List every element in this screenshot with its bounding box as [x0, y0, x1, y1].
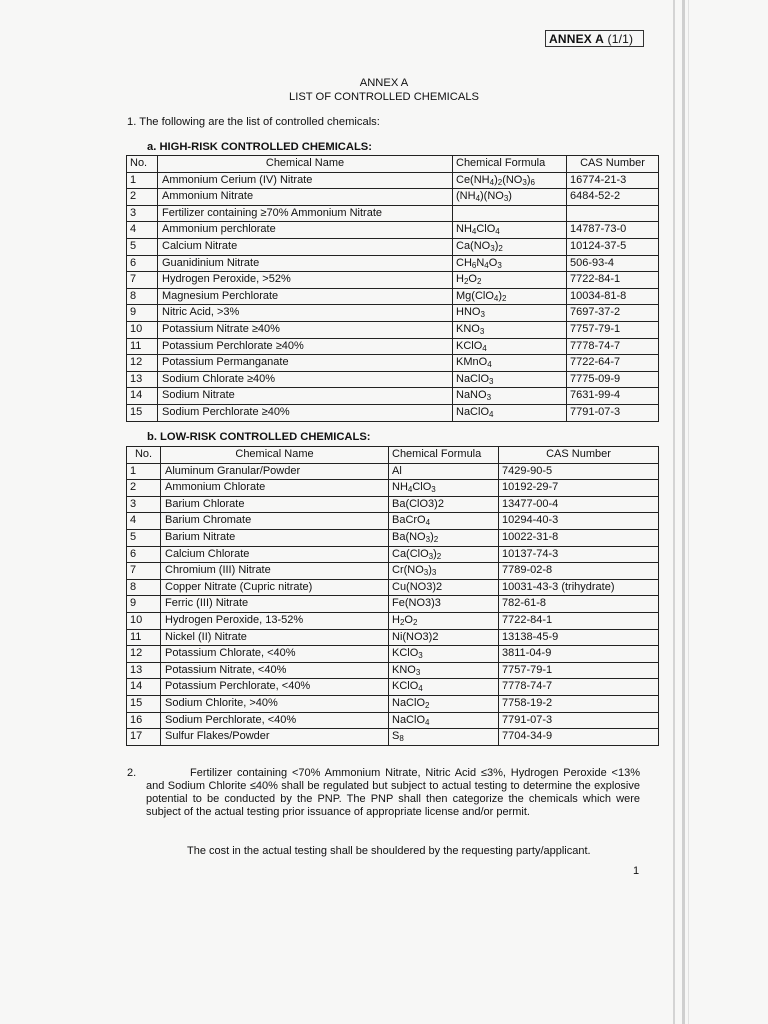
cell-chemical-name: Sodium Chlorate ≥40% — [158, 371, 453, 388]
cell-number: 17 — [127, 729, 161, 746]
cell-number: 12 — [127, 355, 158, 372]
table-row — [127, 513, 659, 530]
cell-chemical-name: Potassium Chlorate, <40% — [161, 646, 389, 663]
cell-chemical-name: Copper Nitrate (Cupric nitrate) — [161, 579, 389, 596]
cell-cas-number: 14787-73-0 — [567, 222, 659, 239]
cell-chemical-name: Fertilizer containing ≥70% Ammonium Nitrate — [158, 205, 453, 222]
cell-chemical-formula: $Ba(NO_3)_2$ — [389, 529, 499, 546]
cell-number: 4 — [127, 222, 158, 239]
document-title: ANNEX A — [359, 77, 409, 89]
cell-chemical-formula: $Ca(NO_3)_2$ — [453, 238, 567, 255]
cell-cas-number: 7631-99-4 — [567, 388, 659, 405]
cell-cas-number: 7778-74-7 — [567, 338, 659, 355]
cell-cas-number: 7791-07-3 — [567, 404, 659, 421]
cell-number: 9 — [127, 305, 158, 322]
table-row — [127, 579, 659, 596]
cell-chemical-formula: KClO$_4$ — [389, 679, 499, 696]
page-edge-line — [688, 0, 689, 1024]
cell-chemical-name: Sodium Perchlorate ≥40% — [158, 404, 453, 421]
table-row — [127, 189, 659, 206]
cell-chemical-formula: $CH_6N_4O_3$ — [453, 255, 567, 272]
cell-chemical-formula: Fe(NO3)3 — [389, 596, 499, 613]
cell-cas-number: 506-93-4 — [567, 255, 659, 272]
cell-chemical-formula: KMnO$_4$ — [453, 355, 567, 372]
table-row — [127, 238, 659, 255]
cell-number: 16 — [127, 712, 161, 729]
cell-chemical-name: Barium Chlorate — [161, 496, 389, 513]
cell-chemical-formula: Ni(NO3)2 — [389, 629, 499, 646]
cell-chemical-name: Hydrogen Peroxide, 13-52% — [161, 612, 389, 629]
cell-chemical-formula: $Cr(NO_3)_3$ — [389, 563, 499, 580]
cell-number: 13 — [127, 371, 158, 388]
column-header-chemical-formula: Chemical Formula — [389, 447, 499, 464]
table-row — [127, 563, 659, 580]
table-row — [127, 371, 659, 388]
cell-number: 3 — [127, 496, 161, 513]
annex-label-page: (1/1) — [603, 32, 634, 46]
cell-chemical-formula: Ba(ClO3)2 — [389, 496, 499, 513]
cell-cas-number: 10124-37-5 — [567, 238, 659, 255]
cell-chemical-name: Hydrogen Peroxide, >52% — [158, 272, 453, 289]
cell-cas-number: 6484-52-2 — [567, 189, 659, 206]
cell-number: 11 — [127, 629, 161, 646]
cell-chemical-formula: $Ce(NH_4)_2(NO_3)_6$ — [453, 172, 567, 189]
cell-chemical-formula — [453, 205, 567, 222]
table-row — [127, 612, 659, 629]
cell-chemical-name: Calcium Nitrate — [158, 238, 453, 255]
table-row — [127, 205, 659, 222]
page-edge-line — [682, 0, 685, 1024]
cell-chemical-name: Calcium Chlorate — [161, 546, 389, 563]
cell-chemical-formula: NaNO$_3$ — [453, 388, 567, 405]
cell-chemical-formula: $KNO_3$ — [389, 662, 499, 679]
page-number: 1 — [633, 865, 640, 877]
cell-chemical-name: Ammonium Nitrate — [158, 189, 453, 206]
cell-chemical-name: Sodium Perchlorate, <40% — [161, 712, 389, 729]
cell-chemical-name: Sodium Nitrate — [158, 388, 453, 405]
cell-cas-number: 10034-81-8 — [567, 288, 659, 305]
cell-cas-number: 13138-45-9 — [499, 629, 659, 646]
cell-cas-number: 7757-79-1 — [499, 662, 659, 679]
cell-number: 13 — [127, 662, 161, 679]
table-header-row — [127, 447, 659, 464]
cell-chemical-name: Barium Nitrate — [161, 529, 389, 546]
table-row — [127, 679, 659, 696]
page-edge-line — [673, 0, 675, 1024]
cell-number: 1 — [127, 463, 161, 480]
table-row — [127, 404, 659, 421]
column-header-chemical-formula: Chemical Formula — [453, 156, 567, 173]
cell-cas-number: 3811-04-9 — [499, 646, 659, 663]
cell-number: 3 — [127, 205, 158, 222]
cell-cas-number: 7429-90-5 — [499, 463, 659, 480]
table-row — [127, 496, 659, 513]
cell-chemical-formula: KClO$_3$ — [389, 646, 499, 663]
cell-chemical-formula: $Mg(ClO_4)_2$ — [453, 288, 567, 305]
table-row — [127, 729, 659, 746]
cell-number: 15 — [127, 695, 161, 712]
cell-chemical-name: Potassium Perchlorate ≥40% — [158, 338, 453, 355]
cell-cas-number: 10294-40-3 — [499, 513, 659, 530]
cell-chemical-formula: $NH_4ClO_4$ — [453, 222, 567, 239]
cell-cas-number: 7778-74-7 — [499, 679, 659, 696]
cell-cas-number: 16774-21-3 — [567, 172, 659, 189]
cell-number: 6 — [127, 546, 161, 563]
table-row — [127, 463, 659, 480]
cell-chemical-formula: BaCrO$_4$ — [389, 513, 499, 530]
cell-chemical-name: Ammonium Chlorate — [161, 480, 389, 497]
cell-chemical-name: Ammonium perchlorate — [158, 222, 453, 239]
regulation-paragraph: Fertilizer containing <70% Ammonium Nitrate, Nitric Acid ≤3%, Hydrogen Peroxide <13% and Sodium Chlorite ≤40% shall be regulated but subject to actual testing to determine the explosive potential to be conducted by the PNP. The PNP shall then categorize the chemicals which were subject of the actual testing prior issuance of appropriate license and/or permit. — [146, 767, 640, 818]
table-row — [127, 172, 659, 189]
table-row — [127, 546, 659, 563]
cell-number: 5 — [127, 529, 161, 546]
cell-number: 15 — [127, 404, 158, 421]
cell-chemical-formula: $Ca(ClO_3)_2$ — [389, 546, 499, 563]
cell-chemical-formula: $H_2O_2$ — [453, 272, 567, 289]
cell-number: 10 — [127, 321, 158, 338]
column-header-number: No. — [127, 447, 161, 464]
cell-chemical-name: Potassium Permanganate — [158, 355, 453, 372]
cell-chemical-name: Aluminum Granular/Powder — [161, 463, 389, 480]
table-header-row — [127, 156, 659, 173]
cell-cas-number: 10031-43-3 (trihydrate) — [499, 579, 659, 596]
table-row — [127, 712, 659, 729]
cell-chemical-name: Potassium Nitrate, <40% — [161, 662, 389, 679]
cell-chemical-formula: Al — [389, 463, 499, 480]
document-subtitle: LIST OF CONTROLLED CHEMICALS — [288, 91, 480, 103]
cell-cas-number: 7791-07-3 — [499, 712, 659, 729]
cell-cas-number: 7722-84-1 — [567, 272, 659, 289]
cost-note: The cost in the actual testing shall be shouldered by the requesting party/applicant. — [187, 845, 591, 857]
cell-cas-number: 10137-74-3 — [499, 546, 659, 563]
cell-cas-number: 7722-84-1 — [499, 612, 659, 629]
cell-chemical-formula: $KNO_3$ — [453, 321, 567, 338]
cell-chemical-name: Ammonium Cerium (IV) Nitrate — [158, 172, 453, 189]
cell-chemical-formula: KClO$_4$ — [453, 338, 567, 355]
cell-number: 2 — [127, 189, 158, 206]
cell-cas-number: 10022-31-8 — [499, 529, 659, 546]
table-row — [127, 695, 659, 712]
cell-chemical-name: Nickel (II) Nitrate — [161, 629, 389, 646]
high-risk-section-title: a. HIGH-RISK CONTROLLED CHEMICALS: — [147, 141, 372, 153]
cell-chemical-name: Sulfur Flakes/Powder — [161, 729, 389, 746]
table-row — [127, 480, 659, 497]
cell-cas-number — [567, 205, 659, 222]
cell-number: 14 — [127, 679, 161, 696]
cell-chemical-formula: NaClO$_3$ — [453, 371, 567, 388]
cell-chemical-formula: NaClO$_2$ — [389, 695, 499, 712]
table-row — [127, 255, 659, 272]
table-row — [127, 338, 659, 355]
low-risk-section-title: b. LOW-RISK CONTROLLED CHEMICALS: — [147, 431, 371, 443]
cell-number: 14 — [127, 388, 158, 405]
cell-number: 7 — [127, 272, 158, 289]
cell-chemical-name: Potassium Perchlorate, <40% — [161, 679, 389, 696]
cell-cas-number: 7697-37-2 — [567, 305, 659, 322]
column-header-cas-number: CAS Number — [499, 447, 659, 464]
cell-number: 8 — [127, 579, 161, 596]
cell-number: 4 — [127, 513, 161, 530]
cell-chemical-formula: $H_2O_2$ — [389, 612, 499, 629]
cell-cas-number: 7775-09-9 — [567, 371, 659, 388]
cell-chemical-name: Barium Chromate — [161, 513, 389, 530]
cell-chemical-formula: NaClO$_4$ — [389, 712, 499, 729]
annex-label-box — [545, 30, 644, 47]
cell-chemical-name: Ferric (III) Nitrate — [161, 596, 389, 613]
cell-number: 5 — [127, 238, 158, 255]
cell-number: 2 — [127, 480, 161, 497]
cell-cas-number: 7758-19-2 — [499, 695, 659, 712]
cell-chemical-formula: NaClO$_4$ — [453, 404, 567, 421]
cell-cas-number: 7704-34-9 — [499, 729, 659, 746]
table-row — [127, 272, 659, 289]
cell-number: 9 — [127, 596, 161, 613]
table-row — [127, 662, 659, 679]
paragraph-number: 2. — [127, 767, 137, 779]
column-header-number: No. — [127, 156, 158, 173]
cell-number: 12 — [127, 646, 161, 663]
cell-cas-number: 7757-79-1 — [567, 321, 659, 338]
cell-number: 11 — [127, 338, 158, 355]
cell-chemical-name: Potassium Nitrate ≥40% — [158, 321, 453, 338]
cell-number: 1 — [127, 172, 158, 189]
low-risk-table — [126, 446, 659, 746]
table-row — [127, 321, 659, 338]
intro-paragraph: 1. The following are the list of controlled chemicals: — [127, 116, 380, 128]
table-row — [127, 222, 659, 239]
high-risk-table — [126, 155, 659, 422]
cell-chemical-formula: $HNO_3$ — [453, 305, 567, 322]
table-row — [127, 596, 659, 613]
cell-chemical-name: Sodium Chlorite, >40% — [161, 695, 389, 712]
table-row — [127, 355, 659, 372]
cell-chemical-formula: $S_8$ — [389, 729, 499, 746]
column-header-chemical-name: Chemical Name — [161, 447, 389, 464]
cell-chemical-formula: Cu(NO3)2 — [389, 579, 499, 596]
table-row — [127, 529, 659, 546]
column-header-cas-number: CAS Number — [567, 156, 659, 173]
cell-cas-number: 7722-64-7 — [567, 355, 659, 372]
cell-chemical-name: Magnesium Perchlorate — [158, 288, 453, 305]
cell-chemical-name: Guanidinium Nitrate — [158, 255, 453, 272]
table-row — [127, 629, 659, 646]
table-row — [127, 288, 659, 305]
cell-number: 10 — [127, 612, 161, 629]
cell-number: 8 — [127, 288, 158, 305]
cell-chemical-name: Chromium (III) Nitrate — [161, 563, 389, 580]
column-header-chemical-name: Chemical Name — [158, 156, 453, 173]
cell-cas-number: 10192-29-7 — [499, 480, 659, 497]
cell-number: 6 — [127, 255, 158, 272]
cell-chemical-name: Nitric Acid, >3% — [158, 305, 453, 322]
cell-cas-number: 7789-02-8 — [499, 563, 659, 580]
table-row — [127, 305, 659, 322]
table-row — [127, 646, 659, 663]
cell-chemical-formula: $(NH_4)(NO_3)$ — [453, 189, 567, 206]
cell-cas-number: 782-61-8 — [499, 596, 659, 613]
annex-label-bold: ANNEX A — [549, 32, 604, 46]
cell-cas-number: 13477-00-4 — [499, 496, 659, 513]
cell-chemical-formula: $NH_4ClO_3$ — [389, 480, 499, 497]
cell-number: 7 — [127, 563, 161, 580]
table-row — [127, 388, 659, 405]
